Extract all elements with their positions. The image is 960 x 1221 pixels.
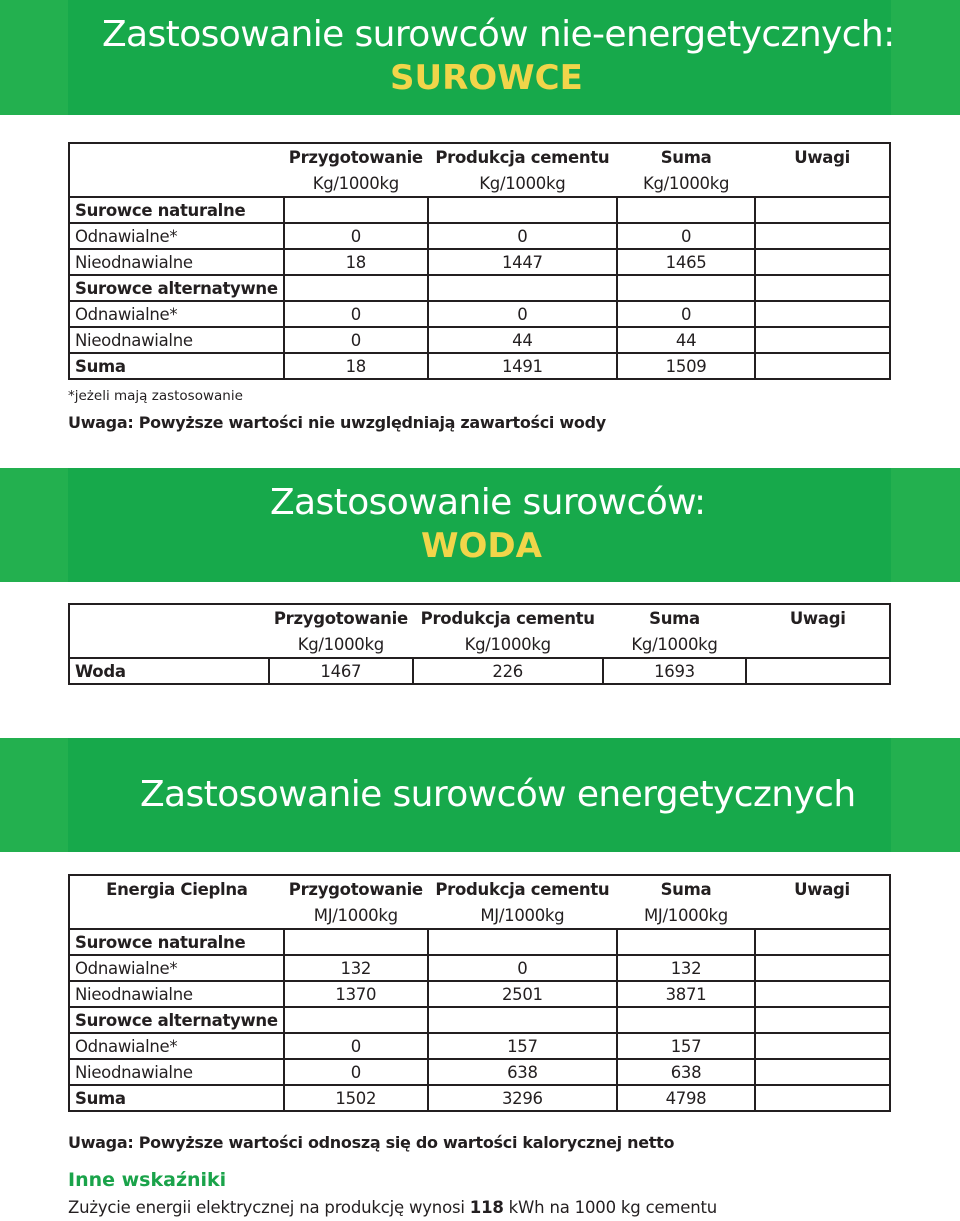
- row-value: 44: [617, 327, 755, 353]
- section-banner-energia: [0, 738, 960, 852]
- row-uwagi: [755, 249, 890, 275]
- row-value: 157: [428, 1033, 617, 1059]
- header-produkcja: Produkcja cementu: [413, 604, 603, 632]
- energia-table: [68, 874, 891, 1112]
- electricity-value: 118: [469, 1198, 504, 1217]
- unit-suma: Kg/1000kg: [617, 171, 755, 197]
- row-value: [428, 1007, 617, 1033]
- header-suma: Suma: [603, 604, 747, 632]
- row-value: 0: [428, 955, 617, 981]
- header-suma: Suma: [617, 875, 755, 903]
- row-uwagi: [755, 223, 890, 249]
- row-uwagi: [755, 1085, 890, 1111]
- unit-uwagi: [755, 903, 890, 929]
- header-corner: [69, 604, 269, 632]
- electricity-usage-text: [68, 1198, 717, 1217]
- row-value: 2501: [428, 981, 617, 1007]
- row-value: 3296: [428, 1085, 617, 1111]
- row-value: 0: [428, 301, 617, 327]
- table-header-row: [69, 875, 890, 903]
- table-row: [69, 327, 890, 353]
- header-produkcja: Produkcja cementu: [428, 143, 617, 171]
- row-label: Odnawialne*: [69, 223, 284, 249]
- row-label: Surowce alternatywne: [69, 275, 284, 301]
- surowce-table: [68, 142, 891, 380]
- row-label: Surowce naturalne: [69, 929, 284, 955]
- row-value: 1467: [269, 658, 413, 684]
- unit-corner: [69, 903, 284, 929]
- row-value: 226: [413, 658, 603, 684]
- row-label: Odnawialne*: [69, 955, 284, 981]
- unit-produkcja: Kg/1000kg: [428, 171, 617, 197]
- unit-suma: MJ/1000kg: [617, 903, 755, 929]
- unit-przygotowanie: Kg/1000kg: [269, 632, 413, 658]
- row-value: 0: [617, 301, 755, 327]
- row-value: 1509: [617, 353, 755, 379]
- row-value: [284, 1007, 428, 1033]
- table-unit-row: [69, 632, 890, 658]
- row-value: 18: [284, 249, 428, 275]
- row-value: 132: [284, 955, 428, 981]
- row-value: [284, 929, 428, 955]
- section-title: Zastosowanie surowców:: [270, 482, 706, 523]
- header-corner: [69, 143, 284, 171]
- table-header-row: [69, 604, 890, 632]
- other-indicators-title: Inne wskaźniki: [68, 1169, 227, 1191]
- electricity-text-after: kWh na 1000 kg cementu: [503, 1198, 718, 1217]
- table-row: [69, 929, 890, 955]
- header-przygotowanie: Przygotowanie: [284, 143, 428, 171]
- table-row: [69, 249, 890, 275]
- unit-uwagi: [746, 632, 890, 658]
- section-banner-surowce: [0, 0, 960, 115]
- table-unit-row: [69, 171, 890, 197]
- table-row: [69, 658, 890, 684]
- banner-edge-left: [0, 0, 68, 115]
- table-row: [69, 223, 890, 249]
- row-uwagi: [755, 327, 890, 353]
- row-value: 0: [284, 223, 428, 249]
- row-uwagi: [755, 275, 890, 301]
- row-uwagi: [755, 1059, 890, 1085]
- unit-produkcja: MJ/1000kg: [428, 903, 617, 929]
- header-energia-cieplna: Energia Cieplna: [69, 875, 284, 903]
- row-uwagi: [755, 353, 890, 379]
- row-value: 44: [428, 327, 617, 353]
- row-uwagi: [755, 197, 890, 223]
- unit-produkcja: Kg/1000kg: [413, 632, 603, 658]
- banner-edge-right: [891, 738, 960, 852]
- row-uwagi: [755, 1033, 890, 1059]
- row-value: 132: [617, 955, 755, 981]
- row-label: Odnawialne*: [69, 301, 284, 327]
- section-title: Zastosowanie surowców nie-energetycznych:: [102, 14, 895, 55]
- row-uwagi: [755, 981, 890, 1007]
- row-value: 1465: [617, 249, 755, 275]
- row-label: Nieodnawialne: [69, 249, 284, 275]
- banner-edge-right: [891, 0, 960, 115]
- row-label: Surowce alternatywne: [69, 1007, 284, 1033]
- table-row: [69, 301, 890, 327]
- row-label: Nieodnawialne: [69, 981, 284, 1007]
- row-label: Surowce naturalne: [69, 197, 284, 223]
- table-unit-row: [69, 903, 890, 929]
- row-value: [617, 197, 755, 223]
- banner-edge-right: [891, 468, 960, 582]
- footnote: *jeżeli mają zastosowanie: [68, 388, 243, 404]
- row-uwagi: [755, 301, 890, 327]
- row-value: [428, 929, 617, 955]
- row-value: [617, 275, 755, 301]
- row-value: [284, 275, 428, 301]
- header-produkcja: Produkcja cementu: [428, 875, 617, 903]
- header-uwagi: Uwagi: [755, 143, 890, 171]
- header-przygotowanie: Przygotowanie: [284, 875, 428, 903]
- table-row: [69, 1007, 890, 1033]
- row-value: 0: [284, 1033, 428, 1059]
- table-row: [69, 1033, 890, 1059]
- row-label: Nieodnawialne: [69, 327, 284, 353]
- row-uwagi: [755, 1007, 890, 1033]
- row-label: Suma: [69, 1085, 284, 1111]
- banner-edge-left: [0, 738, 68, 852]
- row-value: 18: [284, 353, 428, 379]
- row-value: [428, 197, 617, 223]
- table-row: [69, 353, 890, 379]
- row-label: Odnawialne*: [69, 1033, 284, 1059]
- table-row: [69, 955, 890, 981]
- row-value: [617, 1007, 755, 1033]
- row-value: 3871: [617, 981, 755, 1007]
- banner-edge-left: [0, 468, 68, 582]
- unit-corner: [69, 632, 269, 658]
- table-row: [69, 981, 890, 1007]
- row-value: 0: [284, 1059, 428, 1085]
- row-value: 1447: [428, 249, 617, 275]
- row-label: Nieodnawialne: [69, 1059, 284, 1085]
- woda-table: [68, 603, 891, 685]
- row-value: 1693: [603, 658, 747, 684]
- row-value: 638: [428, 1059, 617, 1085]
- section-title: Zastosowanie surowców energetycznych: [140, 774, 856, 815]
- unit-uwagi: [755, 171, 890, 197]
- section-subtitle: SUROWCE: [390, 58, 583, 98]
- water-note: Uwaga: Powyższe wartości nie uwzględniają zawartości wody: [68, 413, 606, 432]
- unit-suma: Kg/1000kg: [603, 632, 747, 658]
- row-uwagi: [755, 929, 890, 955]
- row-value: [428, 275, 617, 301]
- row-value: 1502: [284, 1085, 428, 1111]
- row-value: 0: [617, 223, 755, 249]
- header-uwagi: Uwagi: [755, 875, 890, 903]
- row-value: 0: [284, 327, 428, 353]
- row-label: Suma: [69, 353, 284, 379]
- row-value: 1370: [284, 981, 428, 1007]
- table-row: [69, 1059, 890, 1085]
- row-value: 1491: [428, 353, 617, 379]
- row-label: Woda: [69, 658, 269, 684]
- row-uwagi: [746, 658, 890, 684]
- row-value: 0: [284, 301, 428, 327]
- header-przygotowanie: Przygotowanie: [269, 604, 413, 632]
- table-row: [69, 275, 890, 301]
- row-value: 638: [617, 1059, 755, 1085]
- unit-corner: [69, 171, 284, 197]
- table-row: [69, 197, 890, 223]
- row-value: [284, 197, 428, 223]
- row-value: [617, 929, 755, 955]
- unit-przygotowanie: MJ/1000kg: [284, 903, 428, 929]
- row-uwagi: [755, 955, 890, 981]
- header-suma: Suma: [617, 143, 755, 171]
- row-value: 4798: [617, 1085, 755, 1111]
- row-value: 157: [617, 1033, 755, 1059]
- energy-note: Uwaga: Powyższe wartości odnoszą się do wartości kalorycznej netto: [68, 1133, 675, 1152]
- section-banner-woda: [0, 468, 960, 582]
- electricity-text-before: Zużycie energii elektrycznej na produkcję wynosi: [68, 1198, 470, 1217]
- table-header-row: [69, 143, 890, 171]
- unit-przygotowanie: Kg/1000kg: [284, 171, 428, 197]
- section-subtitle: WODA: [421, 526, 542, 566]
- table-row: [69, 1085, 890, 1111]
- row-value: 0: [428, 223, 617, 249]
- header-uwagi: Uwagi: [746, 604, 890, 632]
